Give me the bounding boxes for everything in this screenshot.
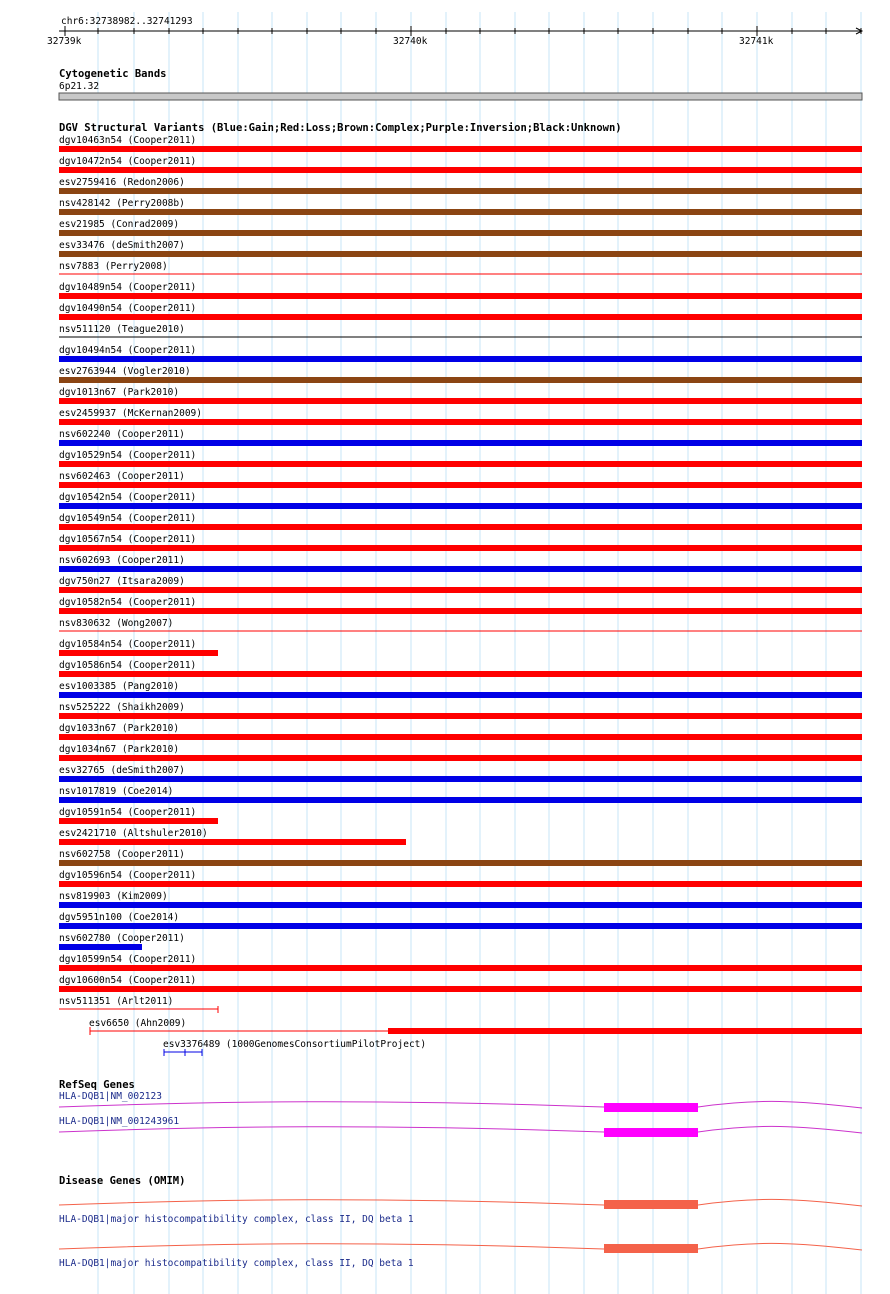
refseq-title: RefSeq Genes — [59, 1079, 135, 1091]
dgv-variant-row[interactable] — [59, 492, 862, 509]
variant-label: nsv7883 (Perry2008) — [59, 261, 168, 272]
variant-label: nsv511120 (Teague2010) — [59, 324, 185, 335]
variant-label: esv33476 (deSmith2007) — [59, 240, 185, 251]
gene-intron-line — [59, 1199, 862, 1206]
variant-label: dgv10600n54 (Cooper2011) — [59, 975, 197, 986]
dgv-variant-row[interactable] — [59, 681, 862, 698]
variant-bar[interactable] — [59, 524, 862, 530]
refseq-gene-row[interactable] — [59, 1116, 862, 1137]
variant-label: nsv602240 (Cooper2011) — [59, 429, 185, 440]
variant-bar[interactable] — [59, 230, 862, 236]
dgv-variant-row[interactable] — [59, 597, 862, 614]
gene-intron-line — [59, 1243, 862, 1250]
variant-label: dgv10567n54 (Cooper2011) — [59, 534, 197, 545]
variant-label: esv1003385 (Pang2010) — [59, 681, 180, 692]
omim-track — [59, 1175, 862, 1269]
variant-bar[interactable] — [59, 188, 862, 194]
variant-bar[interactable] — [59, 293, 862, 299]
variant-label: esv2759416 (Redon2006) — [59, 177, 185, 188]
dgv-variant-row[interactable] — [59, 828, 406, 845]
variant-label: dgv1013n67 (Park2010) — [59, 387, 180, 398]
variant-label: dgv10584n54 (Cooper2011) — [59, 639, 197, 650]
dgv-variant-row[interactable] — [59, 618, 862, 631]
variant-bar[interactable] — [59, 566, 862, 572]
variant-label: dgv1033n67 (Park2010) — [59, 723, 180, 734]
variant-bar[interactable] — [59, 209, 862, 215]
omim-title: Disease Genes (OMIM) — [59, 1175, 186, 1187]
dgv-variant-row[interactable] — [59, 975, 862, 992]
dgv-track — [59, 122, 862, 1056]
variant-label: esv21985 (Conrad2009) — [59, 219, 180, 230]
variant-bar[interactable] — [59, 461, 862, 467]
variant-bar[interactable] — [59, 398, 862, 404]
dgv-variant-row[interactable] — [59, 891, 862, 908]
variant-label: dgv10463n54 (Cooper2011) — [59, 135, 197, 146]
variant-label: esv6650 (Ahn2009) — [89, 1018, 187, 1029]
variant-bar[interactable] — [59, 482, 862, 488]
refseq-gene-row[interactable] — [59, 1091, 862, 1112]
variant-bar[interactable] — [59, 944, 142, 950]
variant-bar[interactable] — [59, 902, 862, 908]
variant-bar[interactable] — [59, 923, 862, 929]
dgv-variant-row[interactable] — [59, 471, 862, 488]
variant-label: nsv428142 (Perry2008b) — [59, 198, 185, 209]
variant-bar[interactable] — [59, 755, 862, 761]
variant-label: nsv1017819 (Coe2014) — [59, 786, 174, 797]
variant-bar[interactable] — [59, 797, 862, 803]
variant-bar[interactable] — [59, 818, 218, 824]
dgv-variant-row[interactable] — [59, 555, 862, 572]
variant-bar[interactable] — [59, 587, 862, 593]
variant-label: dgv750n27 (Itsara2009) — [59, 576, 185, 587]
variant-bar[interactable] — [59, 839, 406, 845]
variant-label: esv32765 (deSmith2007) — [59, 765, 185, 776]
dgv-variant-row[interactable] — [59, 324, 862, 337]
dgv-variant-row[interactable] — [59, 345, 862, 362]
dgv-variant-row[interactable] — [163, 1039, 426, 1056]
dgv-variant-row[interactable] — [59, 639, 218, 656]
dgv-variant-row[interactable] — [89, 1018, 862, 1035]
variant-label: dgv10489n54 (Cooper2011) — [59, 282, 197, 293]
refseq-track — [59, 1079, 862, 1137]
omim-gene-row[interactable] — [59, 1243, 862, 1269]
dgv-variant-row[interactable] — [59, 261, 862, 274]
cytoband-bar[interactable] — [59, 93, 862, 100]
variant-label: dgv10472n54 (Cooper2011) — [59, 156, 197, 167]
variant-bar[interactable] — [59, 146, 862, 152]
variant-bar[interactable] — [59, 377, 862, 383]
dgv-variant-row[interactable] — [59, 198, 862, 215]
gene-label[interactable]: HLA-DQB1|major histocompatibility complex, class II, DQ beta 1 — [59, 1258, 414, 1269]
variant-label: esv2763944 (Vogler2010) — [59, 366, 191, 377]
variant-bar[interactable] — [59, 440, 862, 446]
variant-label: nsv511351 (Arlt2011) — [59, 996, 174, 1007]
dgv-variant-row[interactable] — [59, 786, 862, 803]
variant-label: esv3376489 (1000GenomesConsortiumPilotProject) — [163, 1039, 427, 1050]
variant-bar[interactable] — [59, 776, 862, 782]
ruler-position: chr6:32738982..32741293 — [61, 16, 193, 27]
variant-bar[interactable] — [59, 692, 862, 698]
variant-label: dgv10490n54 (Cooper2011) — [59, 303, 197, 314]
dgv-variant-row[interactable] — [59, 135, 862, 152]
variant-bar[interactable] — [59, 650, 218, 656]
dgv-variant-row[interactable] — [59, 954, 862, 971]
variant-bar[interactable] — [59, 734, 862, 740]
dgv-variant-row[interactable] — [59, 807, 218, 824]
variant-bar[interactable] — [59, 881, 862, 887]
variant-bar[interactable] — [59, 608, 862, 614]
dgv-title: DGV Structural Variants (Blue:Gain;Red:Loss;Brown:Complex;Purple:Inversion;Black:Unknown) — [59, 122, 622, 134]
dgv-variant-row[interactable] — [59, 870, 862, 887]
dgv-variant-row[interactable] — [59, 408, 862, 425]
cytoband-track[interactable] — [59, 68, 862, 100]
dgv-variant-row[interactable] — [59, 429, 862, 446]
variant-label: dgv10549n54 (Cooper2011) — [59, 513, 197, 524]
dgv-variant-row[interactable] — [59, 282, 862, 299]
variant-label: dgv10599n54 (Cooper2011) — [59, 954, 197, 965]
variant-bar[interactable] — [59, 419, 862, 425]
dgv-variant-row[interactable] — [59, 240, 862, 257]
variant-label: dgv1034n67 (Park2010) — [59, 744, 180, 755]
cytoband-name: 6p21.32 — [59, 81, 100, 92]
dgv-variant-row[interactable] — [59, 765, 862, 782]
dgv-variant-row[interactable] — [59, 366, 862, 383]
variant-bar[interactable] — [59, 251, 862, 257]
dgv-variant-row[interactable] — [59, 177, 862, 194]
variant-bar[interactable] — [59, 503, 862, 509]
variant-label: dgv10591n54 (Cooper2011) — [59, 807, 197, 818]
variant-bar[interactable] — [59, 965, 862, 971]
dgv-variant-row[interactable] — [59, 744, 862, 761]
gene-exon-block[interactable] — [604, 1103, 698, 1112]
variant-label: nsv602463 (Cooper2011) — [59, 471, 185, 482]
cytoband-title: Cytogenetic Bands — [59, 68, 167, 80]
variant-label: nsv819903 (Kim2009) — [59, 891, 168, 902]
omim-gene-row[interactable] — [59, 1199, 862, 1225]
dgv-variant-row[interactable] — [59, 912, 862, 929]
variant-label: dgv10582n54 (Cooper2011) — [59, 597, 197, 608]
dgv-variant-row[interactable] — [59, 933, 185, 950]
dgv-variant-row[interactable] — [59, 702, 862, 719]
gene-label[interactable]: HLA-DQB1|NM_002123 — [59, 1091, 162, 1102]
dgv-variant-row[interactable] — [59, 219, 862, 236]
dgv-variant-row[interactable] — [59, 387, 862, 404]
variant-bar[interactable] — [388, 1028, 862, 1034]
variant-label: nsv602780 (Cooper2011) — [59, 933, 185, 944]
dgv-variant-row[interactable] — [59, 660, 862, 677]
variant-bar[interactable] — [59, 545, 862, 551]
dgv-variant-row[interactable] — [59, 303, 862, 320]
variant-label: nsv830632 (Wong2007) — [59, 618, 174, 629]
dgv-variant-row[interactable] — [59, 723, 862, 740]
dgv-variant-row[interactable] — [59, 576, 862, 593]
variant-bar[interactable] — [59, 860, 862, 866]
variant-label: nsv525222 (Shaikh2009) — [59, 702, 185, 713]
variant-bar[interactable] — [59, 713, 862, 719]
dgv-variant-row[interactable] — [59, 849, 862, 866]
variant-label: dgv10529n54 (Cooper2011) — [59, 450, 197, 461]
gene-intron-line — [59, 1126, 862, 1133]
variant-label: dgv10494n54 (Cooper2011) — [59, 345, 197, 356]
variant-label: esv2421710 (Altshuler2010) — [59, 828, 208, 839]
gene-intron-line — [59, 1101, 862, 1108]
variant-bar[interactable] — [59, 671, 862, 677]
variant-label: dgv10542n54 (Cooper2011) — [59, 492, 197, 503]
dgv-variant-row[interactable] — [59, 513, 862, 530]
ruler-tick-label: 32740k — [393, 36, 428, 47]
variant-bar[interactable] — [59, 986, 862, 992]
variant-label: dgv5951n100 (Coe2014) — [59, 912, 180, 923]
variant-label: esv2459937 (McKernan2009) — [59, 408, 202, 419]
variant-label: nsv602693 (Cooper2011) — [59, 555, 185, 566]
gene-label[interactable]: HLA-DQB1|major histocompatibility complex, class II, DQ beta 1 — [59, 1214, 414, 1225]
variant-label: dgv10596n54 (Cooper2011) — [59, 870, 197, 881]
variant-bar[interactable] — [59, 356, 862, 362]
dgv-variant-row[interactable] — [59, 996, 218, 1013]
ruler-tick-label: 32739k — [47, 36, 82, 47]
gene-exon-block[interactable] — [604, 1244, 698, 1253]
gene-label[interactable]: HLA-DQB1|NM_001243961 — [59, 1116, 180, 1127]
variant-bar[interactable] — [59, 314, 862, 320]
dgv-variant-row[interactable] — [59, 534, 862, 551]
gene-exon-block[interactable] — [604, 1128, 698, 1137]
dgv-variant-row[interactable] — [59, 450, 862, 467]
variant-label: dgv10586n54 (Cooper2011) — [59, 660, 197, 671]
gene-exon-block[interactable] — [604, 1200, 698, 1209]
variant-label: nsv602758 (Cooper2011) — [59, 849, 185, 860]
dgv-variant-row[interactable] — [59, 156, 862, 173]
ruler-tick-label: 32741k — [739, 36, 774, 47]
variant-bar[interactable] — [59, 167, 862, 173]
